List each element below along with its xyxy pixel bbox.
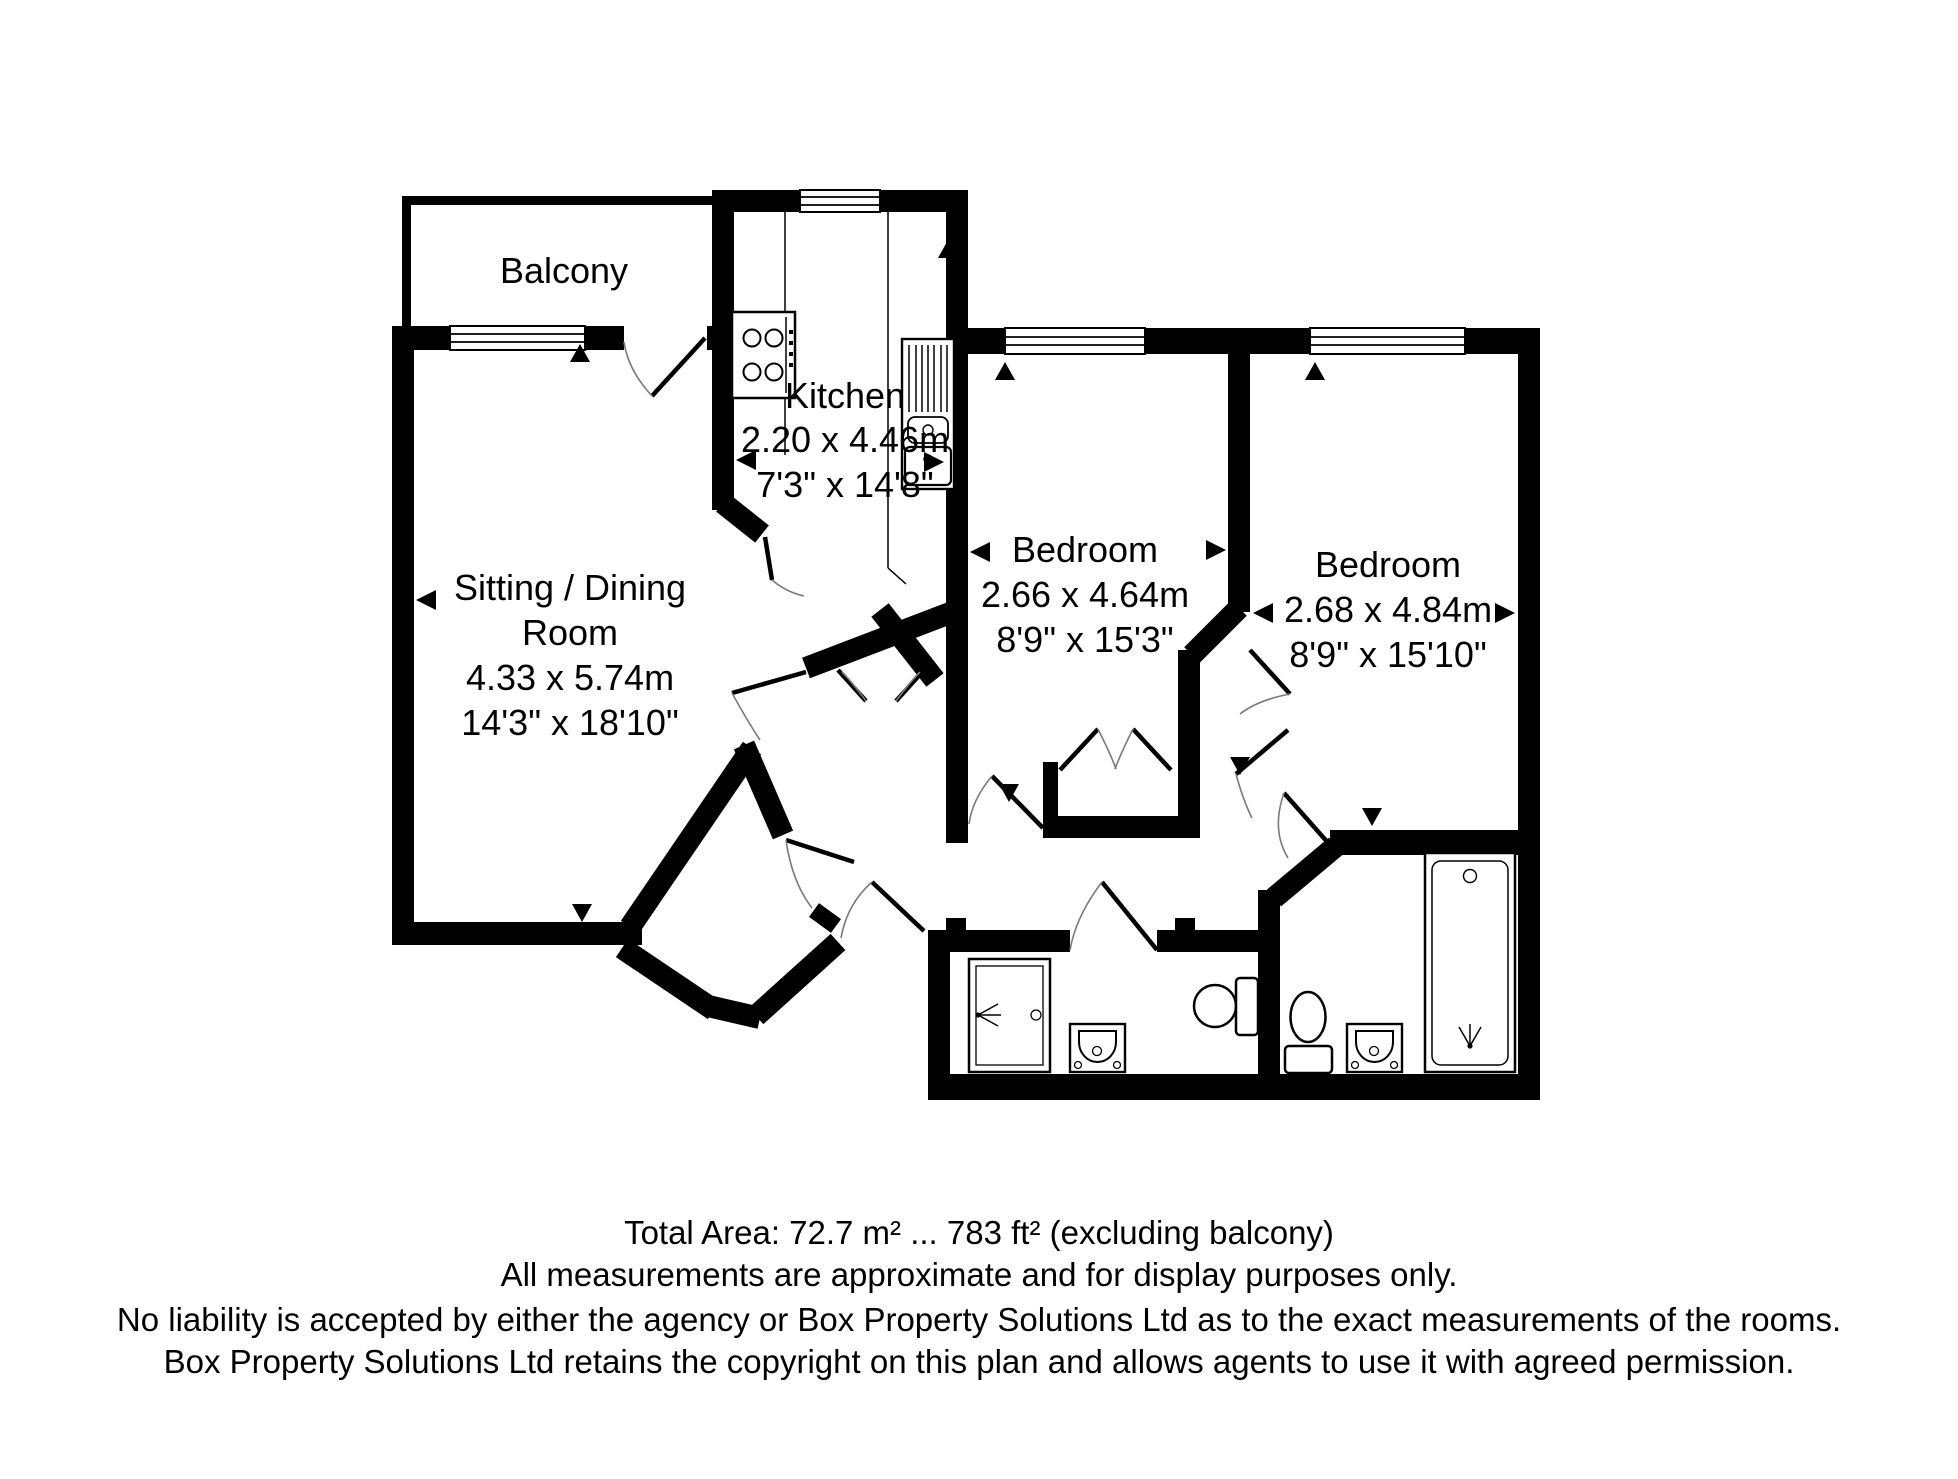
kitchen-window bbox=[800, 190, 880, 212]
door-arc bbox=[786, 840, 812, 908]
bathroom-top-wall-left bbox=[928, 930, 1070, 952]
sitting-label-line2: Room bbox=[521, 612, 619, 653]
front-door bbox=[841, 882, 924, 938]
door-arc bbox=[841, 882, 872, 938]
measurements-note-text: All measurements are approximate and for display purposes only. bbox=[500, 1256, 1458, 1293]
bottom-outer-wall bbox=[928, 1074, 1540, 1100]
room-labels bbox=[454, 250, 1492, 743]
bedroom1-door bbox=[969, 776, 1043, 828]
toilet-icon bbox=[1194, 978, 1258, 1035]
bedroom2-window bbox=[1310, 328, 1465, 354]
bedroom1-dims-imperial: 8'9" x 15'3" bbox=[996, 619, 1174, 660]
sitting-dims-metric: 4.33 x 5.74m bbox=[465, 657, 675, 698]
basin-icon bbox=[1070, 1024, 1125, 1072]
hall-door-nib bbox=[814, 910, 836, 926]
marker-left bbox=[970, 542, 990, 562]
bedroom2-dims-imperial: 8'9" x 15'10" bbox=[1289, 634, 1487, 675]
kitchen-label: Kitchen bbox=[784, 375, 906, 416]
kitchen-door bbox=[765, 537, 804, 596]
bedroom2-label: Bedroom bbox=[1314, 544, 1462, 585]
door-arc bbox=[1240, 694, 1290, 714]
hall-short-diagonal-wall bbox=[744, 745, 783, 835]
marker-up bbox=[1305, 362, 1325, 380]
total-area-text: Total Area: 72.7 m² ... 783 ft² (excluding balcony) bbox=[624, 1214, 1334, 1251]
door-leaf bbox=[765, 537, 772, 580]
bathtub-icon bbox=[1425, 853, 1515, 1072]
hall-sitting-diagonal-wall bbox=[630, 748, 752, 927]
bedroom-divider-wall-lower bbox=[1178, 650, 1200, 833]
balcony-label: Balcony bbox=[499, 250, 629, 291]
door-leaf bbox=[786, 840, 854, 862]
bedroom1-dims-metric: 2.66 x 4.64m bbox=[980, 574, 1190, 615]
bedroom1-wardrobe-doors bbox=[1060, 729, 1171, 770]
marker-down bbox=[572, 904, 592, 922]
door-leaf bbox=[872, 882, 924, 931]
vestibule-right-wall bbox=[756, 942, 838, 1016]
door-arc bbox=[1236, 774, 1252, 818]
door-arc bbox=[969, 776, 992, 824]
bathroom-top-wall-right bbox=[1157, 930, 1258, 952]
sitting-left-wall bbox=[392, 326, 414, 945]
door-arc bbox=[896, 672, 920, 701]
balcony-top-wall bbox=[402, 196, 712, 205]
bathroom-left-wall bbox=[928, 930, 950, 1100]
kitchen-dims-imperial: 7'3" x 14'8" bbox=[756, 464, 934, 505]
sitting-dims-imperial: 14'3" x 18'10" bbox=[461, 702, 679, 743]
door-arc bbox=[1070, 882, 1102, 950]
shower-icon bbox=[969, 959, 1050, 1072]
door-leaf bbox=[732, 672, 806, 693]
ensuite-top-wall bbox=[1330, 830, 1540, 855]
hall-closet-doors bbox=[838, 670, 924, 701]
door-arc bbox=[732, 693, 760, 740]
door-arc bbox=[772, 580, 804, 596]
bedroom1-wardrobe-nib bbox=[1043, 762, 1058, 838]
bedroom-divider-wall-upper bbox=[1228, 354, 1250, 612]
marker-up bbox=[995, 362, 1015, 380]
sitting-label-line1: Sitting / Dining bbox=[453, 567, 687, 608]
balcony-left-wall bbox=[402, 196, 411, 348]
bedroom2-door bbox=[1240, 650, 1290, 714]
toilet-icon bbox=[1285, 992, 1332, 1073]
marker-left bbox=[1253, 603, 1273, 623]
bathroom-door bbox=[1070, 882, 1157, 950]
door-leaf bbox=[1060, 729, 1098, 770]
right-outer-wall bbox=[1518, 328, 1540, 1100]
bedroom2-dims-metric: 2.68 x 4.84m bbox=[1283, 589, 1493, 630]
sitting-bottom-wall bbox=[392, 922, 642, 945]
kitchen-dims-metric: 2.20 x 4.46m bbox=[740, 419, 950, 460]
marker-right bbox=[1206, 540, 1226, 560]
sitting-room-door bbox=[732, 672, 806, 740]
door-leaf bbox=[1133, 729, 1171, 770]
footer-disclaimer bbox=[117, 1214, 1841, 1380]
bedroom1-window bbox=[1005, 328, 1145, 354]
vestibule-left-wall bbox=[622, 948, 714, 1010]
door-leaf bbox=[992, 776, 1043, 828]
counter-edge bbox=[888, 568, 906, 584]
door-leaf bbox=[1250, 650, 1290, 694]
door-leaf bbox=[1102, 882, 1157, 950]
basin-icon bbox=[1347, 1024, 1402, 1072]
ensuite-diagonal-wall bbox=[1274, 846, 1336, 898]
liability-note-text: No liability is accepted by either the agency or Box Property Solutions Ltd as to the exact measurements of the rooms. bbox=[116, 1301, 1842, 1338]
marker-right bbox=[1495, 603, 1515, 623]
door-leaf bbox=[1284, 793, 1330, 845]
door-arc bbox=[842, 672, 866, 701]
copyright-note-text: Box Property Solutions Ltd retains the copyright on this plan and allows agents to use it with agreed permission. bbox=[163, 1343, 1795, 1380]
kitchen-right-wall bbox=[946, 190, 968, 843]
kitchen-left-wall bbox=[712, 196, 734, 510]
door-arc bbox=[1098, 729, 1116, 769]
marker-down bbox=[1362, 808, 1382, 826]
bedroom1-label: Bedroom bbox=[1011, 529, 1159, 570]
kitchen-splay-wall bbox=[723, 503, 762, 534]
bathroom-door-nib-right bbox=[1175, 918, 1195, 930]
bathroom-door-nib-left bbox=[946, 918, 966, 930]
marker-left bbox=[416, 590, 436, 610]
hall-door bbox=[786, 840, 854, 908]
door-arc bbox=[1115, 729, 1133, 769]
bedroom1-bottom-wall bbox=[1043, 816, 1200, 838]
bathroom-ensuite-divider bbox=[1258, 890, 1280, 1074]
bedroom-divider-jog bbox=[1192, 608, 1239, 655]
sitting-window bbox=[450, 326, 585, 350]
door-arc bbox=[1278, 793, 1288, 858]
